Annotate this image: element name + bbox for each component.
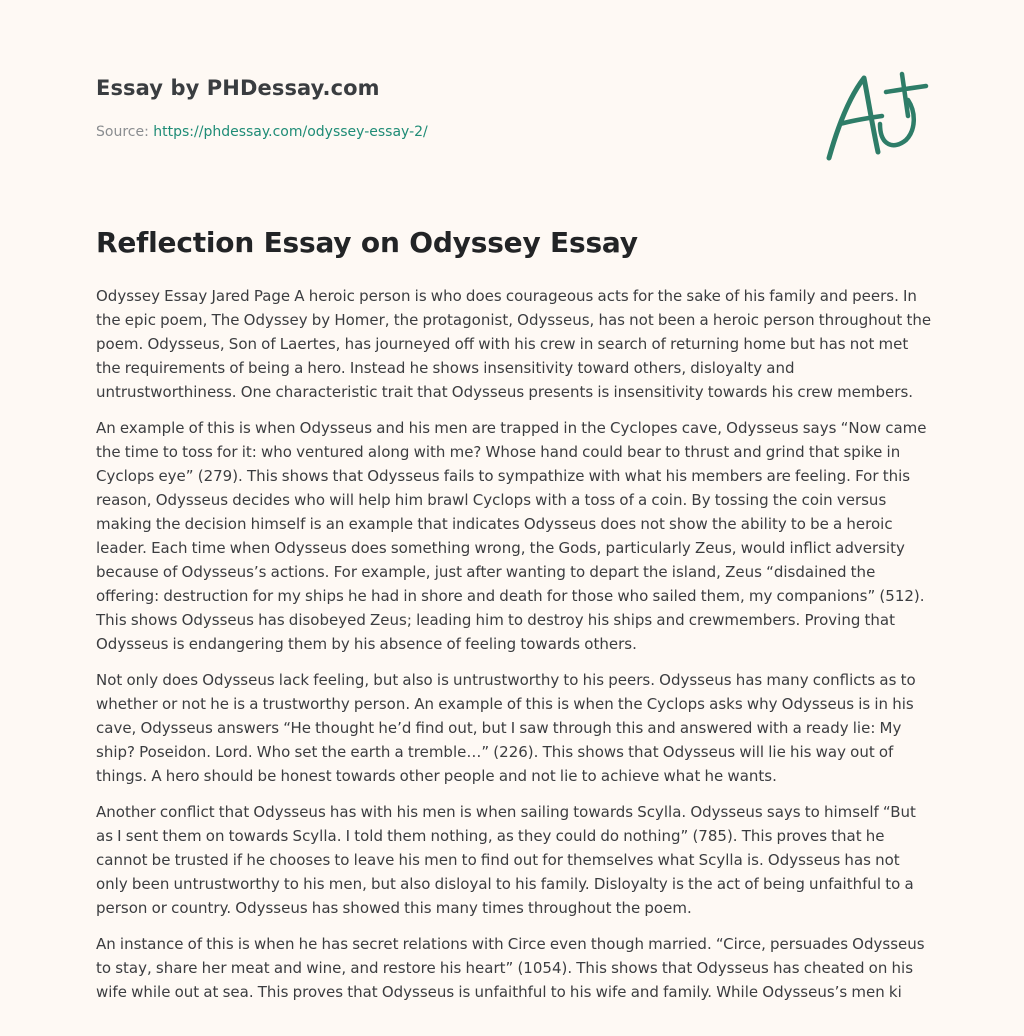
- essay-body: [96, 284, 932, 1016]
- source-line: [96, 124, 428, 140]
- site-brand: Essay by PHDessay.com: [96, 76, 380, 100]
- essay-paragraph: Another conflict that Odysseus has with his men is when sailing towards Scylla. Odysseus says to himself “But as I sent them on towards Scylla. I told them nothing, as they could do nothing” (785). This proves that he cannot be trusted if he chooses to leave his men to find out for themselves what Scylla is. Odysseus has not only been untrustworthy to his men, but also disloyal to his family. Disloyalty is the act of being unfaithful to a person or country. Odysseus has showed this many times throughout the poem.: [96, 803, 916, 917]
- source-link[interactable]: https://phdessay.com/odyssey-essay-2/: [153, 124, 428, 140]
- essay-paragraph: An instance of this is when he has secret relations with Circe even though married. “Circe, persuades Odysseus to stay, share her meat and wine, and restore his heart” (1054). This shows that Odysseus has cheated on his wife while out at sea. This proves that Odysseus is unfaithful to his wife and family. While Odysseus’s men ki: [96, 935, 925, 1001]
- source-label: Source:: [96, 124, 154, 140]
- essay-paragraph: Not only does Odysseus lack feeling, but also is untrustworthy to his peers. Odysseus has many conflicts as to whether or not he is a trustworthy person. An example of this is when the Cyclops asks why Odysseus is in his cave, Odysseus answers “He thought he’d find out, but I saw through this and answered with a ready lie: My ship? Poseidon. Lord. Who set the earth a tremble…” (226). This shows that Odysseus will lie his way out of things. A hero should be honest towards other people and not lie to achieve what he wants.: [96, 671, 916, 785]
- essay-paragraph: Odyssey Essay Jared Page A heroic person is who does courageous acts for the sake of his family and peers. In the epic poem, The Odyssey by Homer, the protagonist, Odysseus, has not been a heroic person throughout the poem. Odysseus, Son of Laertes, has journeyed off with his crew in search of returning home but has not met the requirements of being a hero. Instead he shows insensitivity toward others, disloyalty and untrustworthiness. One characteristic trait that Odysseus presents is insensitivity towards his crew members.: [96, 287, 932, 401]
- essay-title: Reflection Essay on Odyssey Essay: [96, 226, 638, 259]
- a-plus-logo-icon: [820, 66, 930, 166]
- essay-paragraph: An example of this is when Odysseus and his men are trapped in the Cyclopes cave, Odysseus says “Now came the time to toss for it: who ventured along with me? Whose hand could bear to thrust and grind that spike in Cyclops eye” (279). This shows that Odysseus fails to sympathize with what his members are feeling. For this reason, Odysseus decides who will help him brawl Cyclops with a toss of a coin. By tossing the coin versus making the decision himself is an example that indicates Odysseus does not show the ability to be a heroic leader. Each time when Odysseus does something wrong, the Gods, particularly Zeus, would inflict adversity because of Odysseus’s actions. For example, just after wanting to depart the island, Zeus “disdained the offering: destruction for my ships he had in shore and death for those who sailed them, my companions” (512). This shows Odysseus has disobeyed Zeus; leading him to destroy his ships and crewmembers. Proving that Odysseus is endangering them by his absence of feeling towards others.: [96, 419, 927, 653]
